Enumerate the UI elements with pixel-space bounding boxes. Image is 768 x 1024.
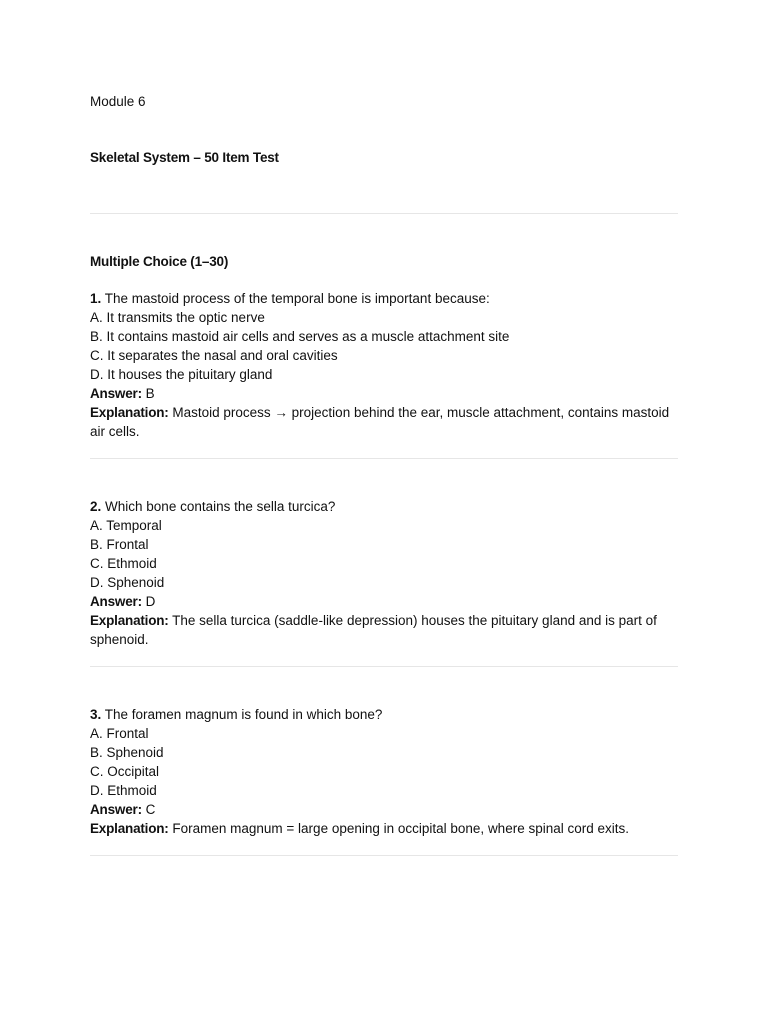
question-1-explanation-text: Mastoid process → projection behind the ear, muscle attachment, contains mastoid air cells. bbox=[90, 405, 673, 439]
question-1-option-a: A. It transmits the optic nerve bbox=[90, 310, 265, 325]
answer-label: Answer: bbox=[90, 594, 142, 609]
question-1-answer bbox=[90, 384, 678, 403]
question-2-option-c: C. Ethmoid bbox=[90, 556, 157, 571]
test-title: Skeletal System – 50 Item Test bbox=[90, 150, 279, 165]
question-1-option-d: D. It houses the pituitary gland bbox=[90, 367, 273, 382]
question-2-answer-value: D bbox=[145, 594, 156, 609]
question-2-explanation-text: The sella turcica (saddle-like depression) houses the pituitary gland and is part of sphenoid. bbox=[90, 613, 661, 647]
answer-label: Answer: bbox=[90, 386, 142, 401]
question-1-number: 1. bbox=[90, 291, 102, 306]
document-page bbox=[90, 93, 678, 856]
question-2-prompt bbox=[90, 497, 678, 516]
explanation-label: Explanation: bbox=[90, 613, 169, 628]
divider bbox=[90, 855, 678, 856]
question-3-explanation bbox=[90, 819, 678, 838]
question-3-prompt bbox=[90, 705, 678, 724]
module-label: Module 6 bbox=[90, 94, 146, 109]
question-2-option-d: D. Sphenoid bbox=[90, 575, 165, 590]
question-2-number: 2. bbox=[90, 499, 102, 514]
question-1-explanation bbox=[90, 403, 678, 441]
question-1 bbox=[90, 289, 678, 441]
divider bbox=[90, 666, 678, 667]
question-3-answer bbox=[90, 800, 678, 819]
question-1-text: The mastoid process of the temporal bone is important because: bbox=[104, 291, 490, 306]
question-2 bbox=[90, 497, 678, 649]
question-2-option-a: A. Temporal bbox=[90, 518, 162, 533]
question-3-option-b: B. Sphenoid bbox=[90, 745, 164, 760]
question-3-explanation-text: Foramen magnum = large opening in occipital bone, where spinal cord exits. bbox=[172, 821, 630, 836]
question-3-number: 3. bbox=[90, 707, 102, 722]
divider bbox=[90, 458, 678, 459]
explanation-label: Explanation: bbox=[90, 405, 169, 420]
question-2-text: Which bone contains the sella turcica? bbox=[105, 499, 336, 514]
section-heading: Multiple Choice (1–30) bbox=[90, 254, 229, 269]
question-1-option-b: B. It contains mastoid air cells and serves as a muscle attachment site bbox=[90, 329, 510, 344]
question-3-option-a: A. Frontal bbox=[90, 726, 149, 741]
question-2-option-b: B. Frontal bbox=[90, 537, 149, 552]
question-3 bbox=[90, 705, 678, 838]
question-1-answer-value: B bbox=[145, 386, 155, 401]
question-2-explanation bbox=[90, 611, 678, 649]
explanation-label: Explanation: bbox=[90, 821, 169, 836]
question-3-option-d: D. Ethmoid bbox=[90, 783, 157, 798]
question-3-answer-value: C bbox=[145, 802, 156, 817]
divider bbox=[90, 213, 678, 214]
question-2-answer bbox=[90, 592, 678, 611]
question-3-text: The foramen magnum is found in which bone? bbox=[104, 707, 383, 722]
question-3-option-c: C. Occipital bbox=[90, 764, 160, 779]
answer-label: Answer: bbox=[90, 802, 142, 817]
question-1-option-c: C. It separates the nasal and oral cavities bbox=[90, 348, 338, 363]
question-1-prompt bbox=[90, 289, 678, 308]
